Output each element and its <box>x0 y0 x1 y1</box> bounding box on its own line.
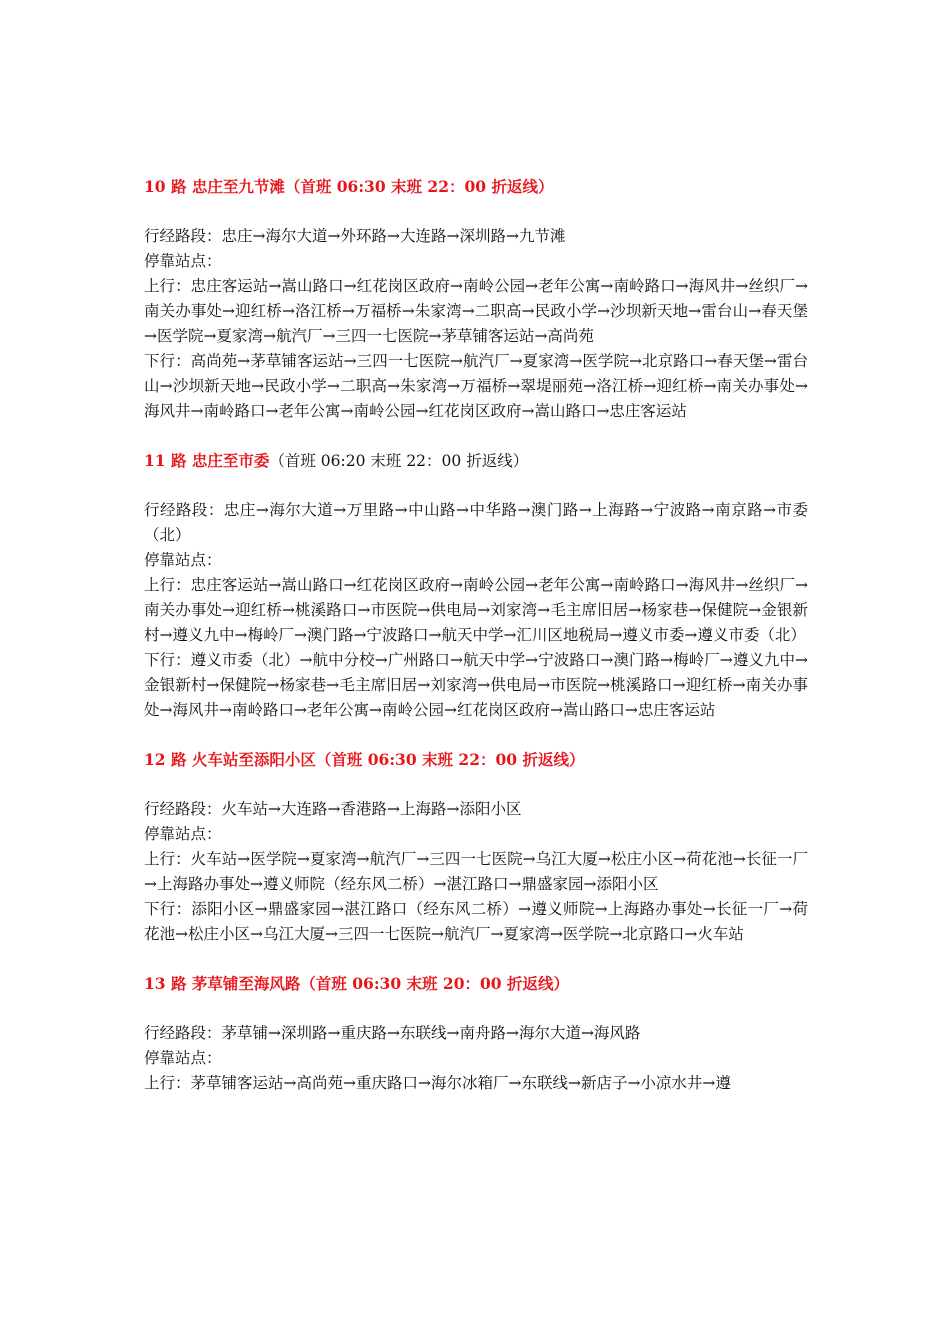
stops-label: 停靠站点： <box>144 1049 222 1067</box>
route-13 <box>144 971 808 1096</box>
stops-label: 停靠站点： <box>144 551 222 569</box>
route-title <box>144 448 808 473</box>
up-stops: 上行：茅草铺客运站→高尚苑→重庆路口→海尔冰箱厂→东联线→新店子→小凉水井→遵 <box>144 1074 731 1092</box>
document-page <box>144 174 808 1096</box>
route-path: 行经路段：茅草铺→深圳路→重庆路→东联线→南舟路→海尔大道→海风路 <box>144 1024 641 1042</box>
route-path: 行经路段：火车站→大连路→香港路→上海路→添阳小区 <box>144 800 522 818</box>
route-title-bold: 11 路 忠庄至市委 <box>144 451 270 470</box>
up-stops: 上行：火车站→医学院→夏家湾→航汽厂→三四一七医院→乌江大厦→松庄小区→荷花池→长征一厂→上海路办事处→遵义师院（经东风二桥）→湛江路口→鼎盛家园→添阳小区 <box>144 850 808 893</box>
route-11 <box>144 448 808 723</box>
route-10 <box>144 174 808 424</box>
stops-label: 停靠站点： <box>144 825 222 843</box>
route-path: 行经路段：忠庄→海尔大道→万里路→中山路→中华路→澳门路→上海路→宁波路→南京路→市委（北） <box>144 501 808 544</box>
route-title: 13 路 茅草铺至海风路（首班 06:30 末班 20：00 折返线） <box>144 974 569 993</box>
route-title: 12 路 火车站至添阳小区（首班 06:30 末班 22：00 折返线） <box>144 750 585 769</box>
route-12 <box>144 747 808 947</box>
up-stops: 上行：忠庄客运站→嵩山路口→红花岗区政府→南岭公园→老年公寓→南岭路口→海风井→丝织厂→南关办事处→迎红桥→洛江桥→万福桥→朱家湾→二职高→民政小学→沙坝新天地→雷台山→春天堡→医学院→夏家湾→航汽厂→三四一七医院→茅草铺客运站→高尚苑 <box>144 277 808 345</box>
stops-label: 停靠站点： <box>144 252 222 270</box>
down-stops: 下行：遵义市委（北）→航中分校→广州路口→航天中学→宁波路口→澳门路→梅岭厂→遵义九中→金银新村→保健院→杨家巷→毛主席旧居→刘家湾→供电局→市医院→桃溪路口→迎红桥→南关办事处→海风井→南岭路口→老年公寓→南岭公园→红花岗区政府→嵩山路口→忠庄客运站 <box>144 651 808 719</box>
route-title: 10 路 忠庄至九节滩（首班 06:30 末班 22：00 折返线） <box>144 177 554 196</box>
up-stops: 上行：忠庄客运站→嵩山路口→红花岗区政府→南岭公园→老年公寓→南岭路口→海风井→丝织厂→南关办事处→迎红桥→桃溪路口→市医院→供电局→刘家湾→毛主席旧居→杨家巷→保健院→金银新村→遵义九中→梅岭厂→澳门路→宁波路口→航天中学→汇川区地税局→遵义市委→遵义市委（北） <box>144 576 808 644</box>
route-schedule: （首班 06:20 末班 22：00 折返线） <box>269 452 529 470</box>
down-stops: 下行：高尚苑→茅草铺客运站→三四一七医院→航汽厂→夏家湾→医学院→北京路口→春天堡→雷台山→沙坝新天地→民政小学→二职高→朱家湾→万福桥→翠堤丽苑→洛江桥→迎红桥→南关办事处→海风井→南岭路口→老年公寓→南岭公园→红花岗区政府→嵩山路口→忠庄客运站 <box>144 352 808 420</box>
down-stops: 下行：添阳小区→鼎盛家园→湛江路口（经东风二桥）→遵义师院→上海路办事处→长征一厂→荷花池→松庄小区→乌江大厦→三四一七医院→航汽厂→夏家湾→医学院→北京路口→火车站 <box>144 900 808 943</box>
route-path: 行经路段：忠庄→海尔大道→外环路→大连路→深圳路→九节滩 <box>144 227 566 245</box>
